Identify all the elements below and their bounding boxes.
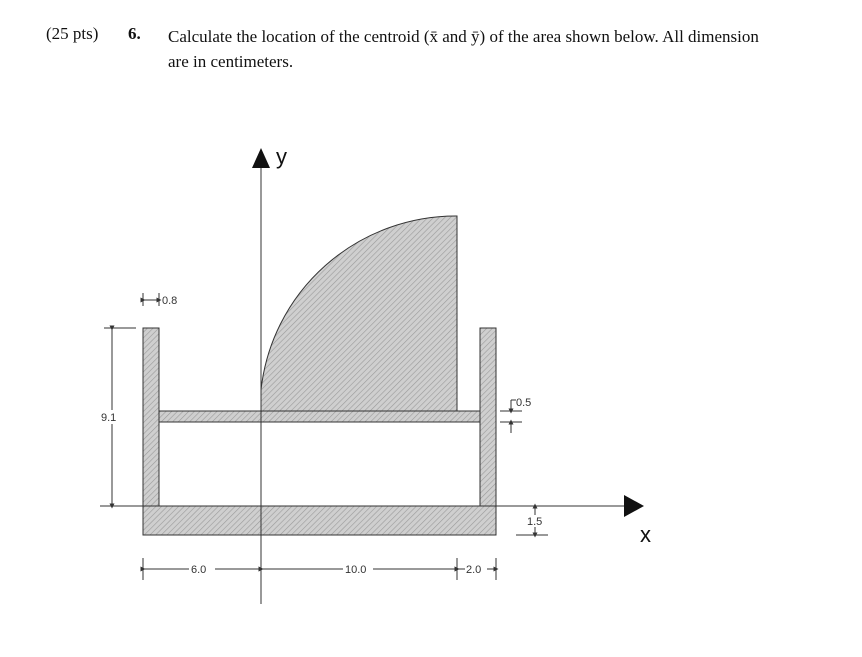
dim-right-span-label: 2.0 [466, 564, 482, 576]
problem-text-line-1: Calculate the location of the centroid (x̄ and ȳ) of the area shown below. All dimension [168, 27, 759, 46]
dim-wall-thickness-label: 0.8 [162, 295, 178, 307]
dim-left-span-label: 6.0 [191, 564, 207, 576]
base-plate [143, 506, 496, 535]
problem-points: (25 pts) [46, 24, 99, 43]
x-axis-arrow-icon [624, 495, 644, 517]
problem-text-line-2: are in centimeters. [168, 52, 294, 71]
dim-base-thickness [516, 506, 548, 535]
dim-height [99, 328, 136, 506]
right-wall [480, 328, 496, 508]
dim-height-label: 9.1 [101, 412, 117, 424]
quarter-circle-region [261, 216, 457, 411]
left-wall [143, 328, 159, 508]
problem-number: 6. [128, 24, 141, 43]
dim-middle-span-label: 10.0 [345, 564, 367, 576]
middle-plate [159, 411, 480, 422]
y-axis-arrow-icon [252, 148, 270, 168]
dim-plate-thickness-label: 0.5 [516, 397, 532, 409]
dim-base-thickness-label: 1.5 [527, 516, 543, 528]
dim-wall-thickness [143, 293, 177, 307]
y-axis-label: y [276, 144, 287, 169]
x-axis-label: x [640, 522, 651, 547]
dim-bottom-chain [143, 558, 496, 580]
dim-plate-thickness [500, 397, 531, 433]
